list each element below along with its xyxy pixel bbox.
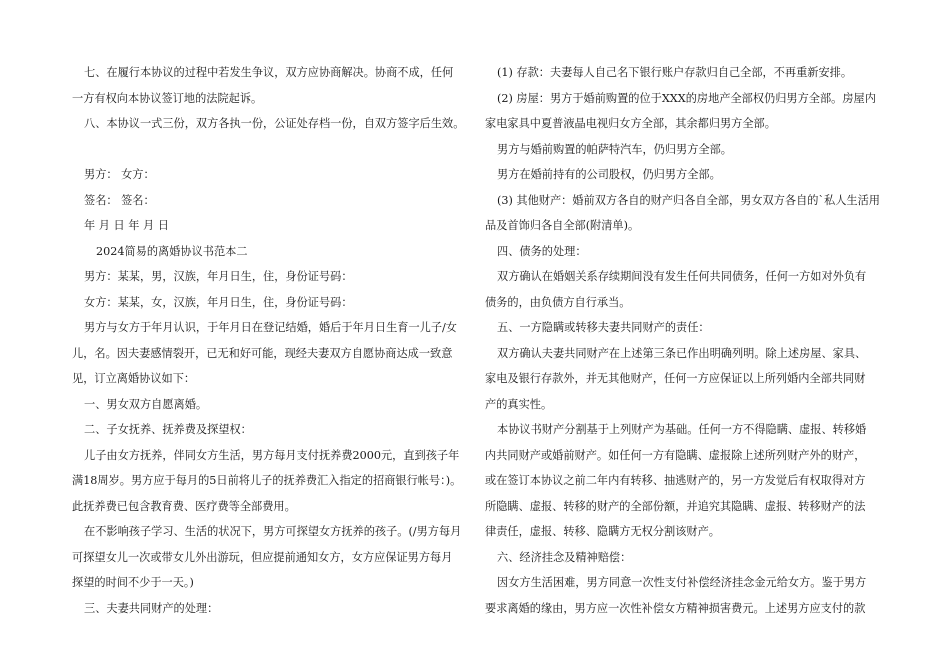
paragraph-line: 男方与女方于年月认识，于年月日在登记结婚，婚后于年月日生育一儿子/女 [84, 321, 457, 334]
paragraph-line: 儿子由女方抚养，伴同女方生活，男方每月支付抚养费2000元，直到孩子年 [84, 448, 460, 462]
paragraph-line: 债务的，由负债方自行承当。 [485, 295, 631, 309]
paragraph-line: 男方：某某，男，汉族，年月日生，住，身份证号码： [84, 270, 353, 283]
paragraph-line: 品及首饰归各自全部(附清单)。 [485, 219, 640, 232]
paragraph-line: (3) 其他财产：婚前双方各自的财产归各自全部，男女双方各自的`私人生活用 [497, 193, 880, 207]
paragraph-line: 年 月 日 年 月 日 [84, 219, 169, 232]
blank-line [72, 137, 468, 163]
paragraph-line: 可探望女儿一次或带女儿外出游玩，但应提前通知女方，女方应保证男方每月 [72, 550, 453, 564]
paragraph-line: 男方在婚前持有的公司股权，仍归男方全部。 [497, 168, 721, 181]
paragraph-line: 儿，名。因夫妻感情裂开，已无和好可能，现经夫妻双方自愿协商达成一致意 [72, 346, 453, 360]
paragraph-line: 七、在履行本协议的过程中若发生争议，双方应协商解决。协商不成，任何 [84, 66, 454, 79]
paragraph-line: 二、子女抚养、抚养费及探望权： [84, 423, 252, 436]
paragraph-line: 女方：某某，女，汉族，年月日生，住，身份证号码： [84, 295, 353, 309]
paragraph-line: 内共同财产或婚前财产。如任何一方有隐瞒、虚报除上述所列财产外的财产， [485, 448, 866, 462]
right-column [485, 60, 881, 621]
paragraph-line: 所隐瞒、虚报、转移的财产的全部份额，并追究其隐瞒、虚报、转移财产的法 [485, 499, 866, 513]
paragraph-line: 家电及银行存款外，并无其他财产，任何一方应保证以上所列婚内全部共同财 [485, 372, 866, 385]
paragraph-line: 家电家具中夏普液晶电视归女方全部，其余都归男方全部。 [485, 117, 776, 130]
paragraph-line: 五、一方隐瞒或转移夫妻共同财产的责任： [497, 321, 710, 334]
paragraph-line: (1) 存款：夫妻每人自己名下银行账户存款归自己全部，不再重新安排。 [497, 66, 853, 79]
paragraph-line: 签名： 签名： [84, 193, 155, 207]
paragraph-line: 因女方生活困难，男方同意一次性支付补偿经济挂念金元给女方。鉴于男方 [497, 576, 867, 589]
paragraph-line: 见，订立离婚协议如下： [72, 372, 196, 385]
paragraph-line: 本协议书财产分割基于上列财产为基础。任何一方不得隐瞒、虚报、转移婚 [497, 423, 867, 436]
left-column [72, 60, 468, 621]
paragraph-line: 八、本协议一式三份，双方各执一份，公证处存档一份，自双方签字后生效。 [84, 117, 465, 130]
paragraph-line: 2024简易的离婚协议书范本二 [96, 244, 248, 258]
paragraph-line: 满18周岁。男方应于每月的5日前将儿子的抚养费汇入指定的招商银行帐号：)。 [72, 474, 462, 487]
paragraph-line: 四、债务的处理： [497, 244, 587, 258]
paragraph-line: 探望的时间不少于一天。) [72, 576, 194, 589]
paragraph-line: 男方： 女方： [84, 168, 155, 181]
paragraph-line: 或在签订本协议之前二年内有转移、抽逃财产的，另一方发觉后有权取得对方 [485, 474, 866, 487]
paragraph-line: 此抚养费已包含教育费、医疗费等全部费用。 [72, 499, 296, 513]
paragraph-line: 产的真实性。 [485, 397, 553, 411]
paragraph-line: 双方确认在婚姻关系存续期间没有发生任何共同债务，任何一方如对外负有 [497, 270, 867, 283]
paragraph-line: 一、男女双方自愿离婚。 [84, 397, 208, 411]
paragraph-line: 要求离婚的缘由，男方应一次性补偿女方精神损害费元。上述男方应支付的款 [485, 601, 866, 615]
paragraph-line: 在不影响孩子学习、生活的状况下，男方可探望女方抚养的孩子。(/男方每月 [84, 525, 462, 538]
paragraph-line: 六、经济挂念及精神赔偿： [497, 550, 632, 564]
paragraph-line: 男方与婚前购置的帕萨特汽车，仍归男方全部。 [497, 142, 732, 156]
paragraph-line: 律责任，虚报、转移、隐瞒方无权分割该财产。 [485, 525, 720, 538]
paragraph-line: 三、夫妻共同财产的处理： [84, 601, 219, 615]
paragraph-line: (2) 房屋：男方于婚前购置的位于XXX的房地产全部权仍归男方全部。房屋内 [497, 91, 876, 105]
paragraph-line: 一方有权向本协议签订地的法院起诉。 [72, 91, 263, 105]
paragraph-line: 双方确认夫妻共同财产在上述第三条已作出明确列明。除上述房屋、家具、 [497, 346, 867, 360]
